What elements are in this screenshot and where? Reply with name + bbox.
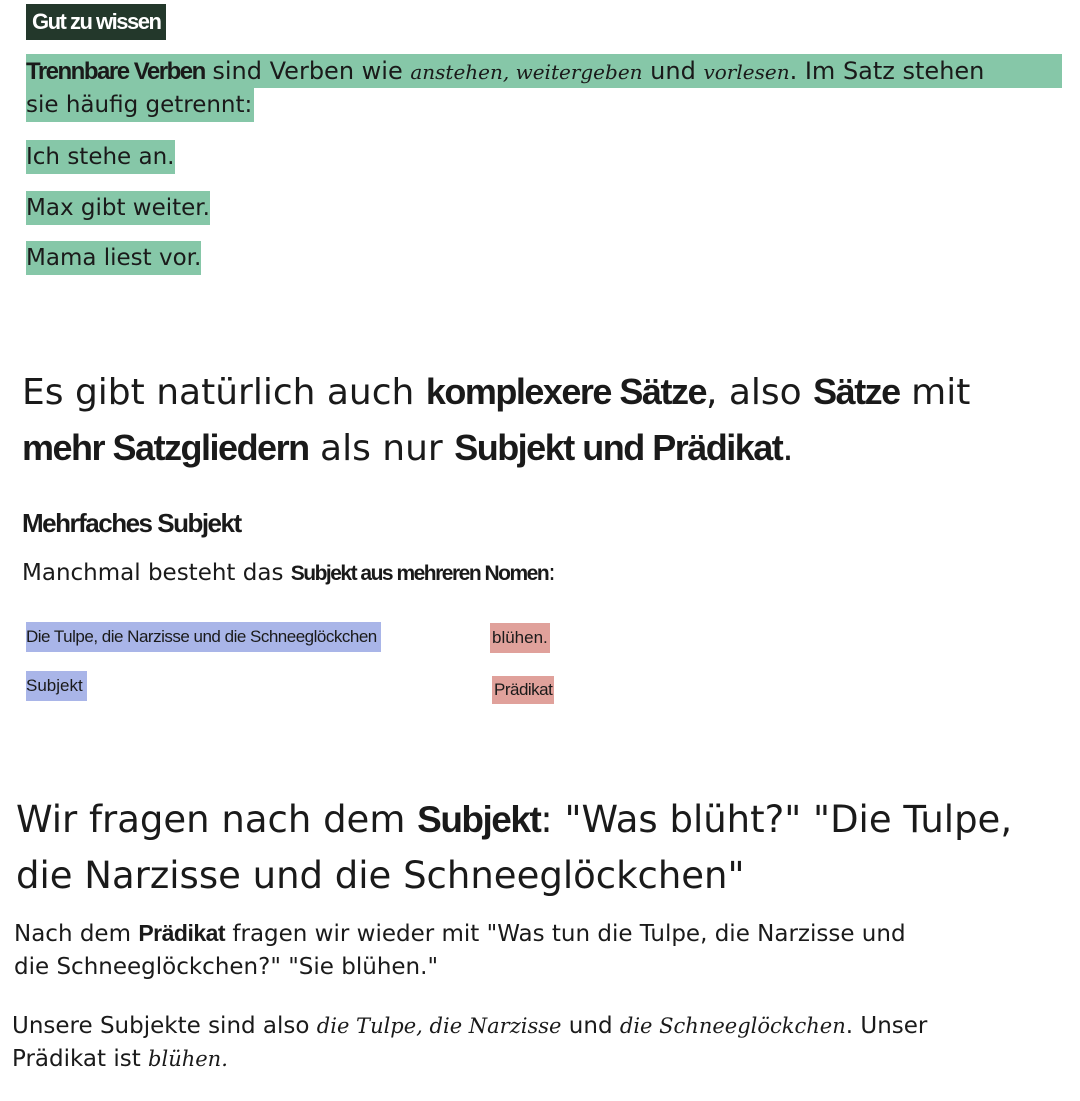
- predicate-question-line2: die Schneeglöckchen?" "Sie blühen.": [14, 954, 439, 980]
- example-verb: blühen.: [490, 623, 550, 653]
- example-sentence-3: Mama liest vor.: [26, 241, 201, 275]
- verb-example-vorlesen: vorlesen: [703, 60, 790, 84]
- example-subject-phrase: Die Tulpe, die Narzisse und die Schneeglöckchen: [26, 622, 381, 652]
- separable-verbs-definition-line1: Trennbare Verben sind Verben wie anstehen, weitergeben und vorlesen. Im Satz stehen: [26, 54, 1062, 88]
- predicate-question-line1: Nach dem Prädikat fragen wir wieder mit "Was tun die Tulpe, die Narzisse und: [14, 920, 906, 947]
- section-intro: Manchmal besteht das Subjekt aus mehreren Nomen:: [22, 560, 556, 586]
- separable-verbs-term: Trennbare Verben: [26, 58, 205, 85]
- verb-examples: anstehen, weitergeben: [410, 60, 643, 84]
- subject-question-line1: Wir fragen nach dem Subjekt: "Was blüht?" "Die Tulpe,: [16, 798, 1013, 841]
- summary-line2: Prädikat ist blühen.: [12, 1046, 228, 1072]
- complex-sentences-line1: Es gibt natürlich auch komplexere Sätze, also Sätze mit: [22, 371, 971, 413]
- subject-question-line2: die Narzisse und die Schneeglöckchen": [16, 854, 745, 897]
- info-box-title: Gut zu wissen: [26, 4, 166, 40]
- summary-line1: Unsere Subjekte sind also die Tulpe, die Narzisse und die Schneeglöckchen. Unser: [12, 1013, 928, 1039]
- complex-sentences-line2: mehr Satzgliedern als nur Subjekt und Prädikat.: [22, 427, 794, 469]
- example-sentence-2: Max gibt weiter.: [26, 191, 210, 225]
- subject-label: Subjekt: [26, 671, 87, 701]
- section-heading: Mehrfaches Subjekt: [22, 508, 241, 538]
- example-sentence-1: Ich stehe an.: [26, 140, 175, 174]
- separable-verbs-definition-line2: sie häufig getrennt:: [26, 88, 254, 122]
- predicate-label: Prädikat: [492, 676, 554, 704]
